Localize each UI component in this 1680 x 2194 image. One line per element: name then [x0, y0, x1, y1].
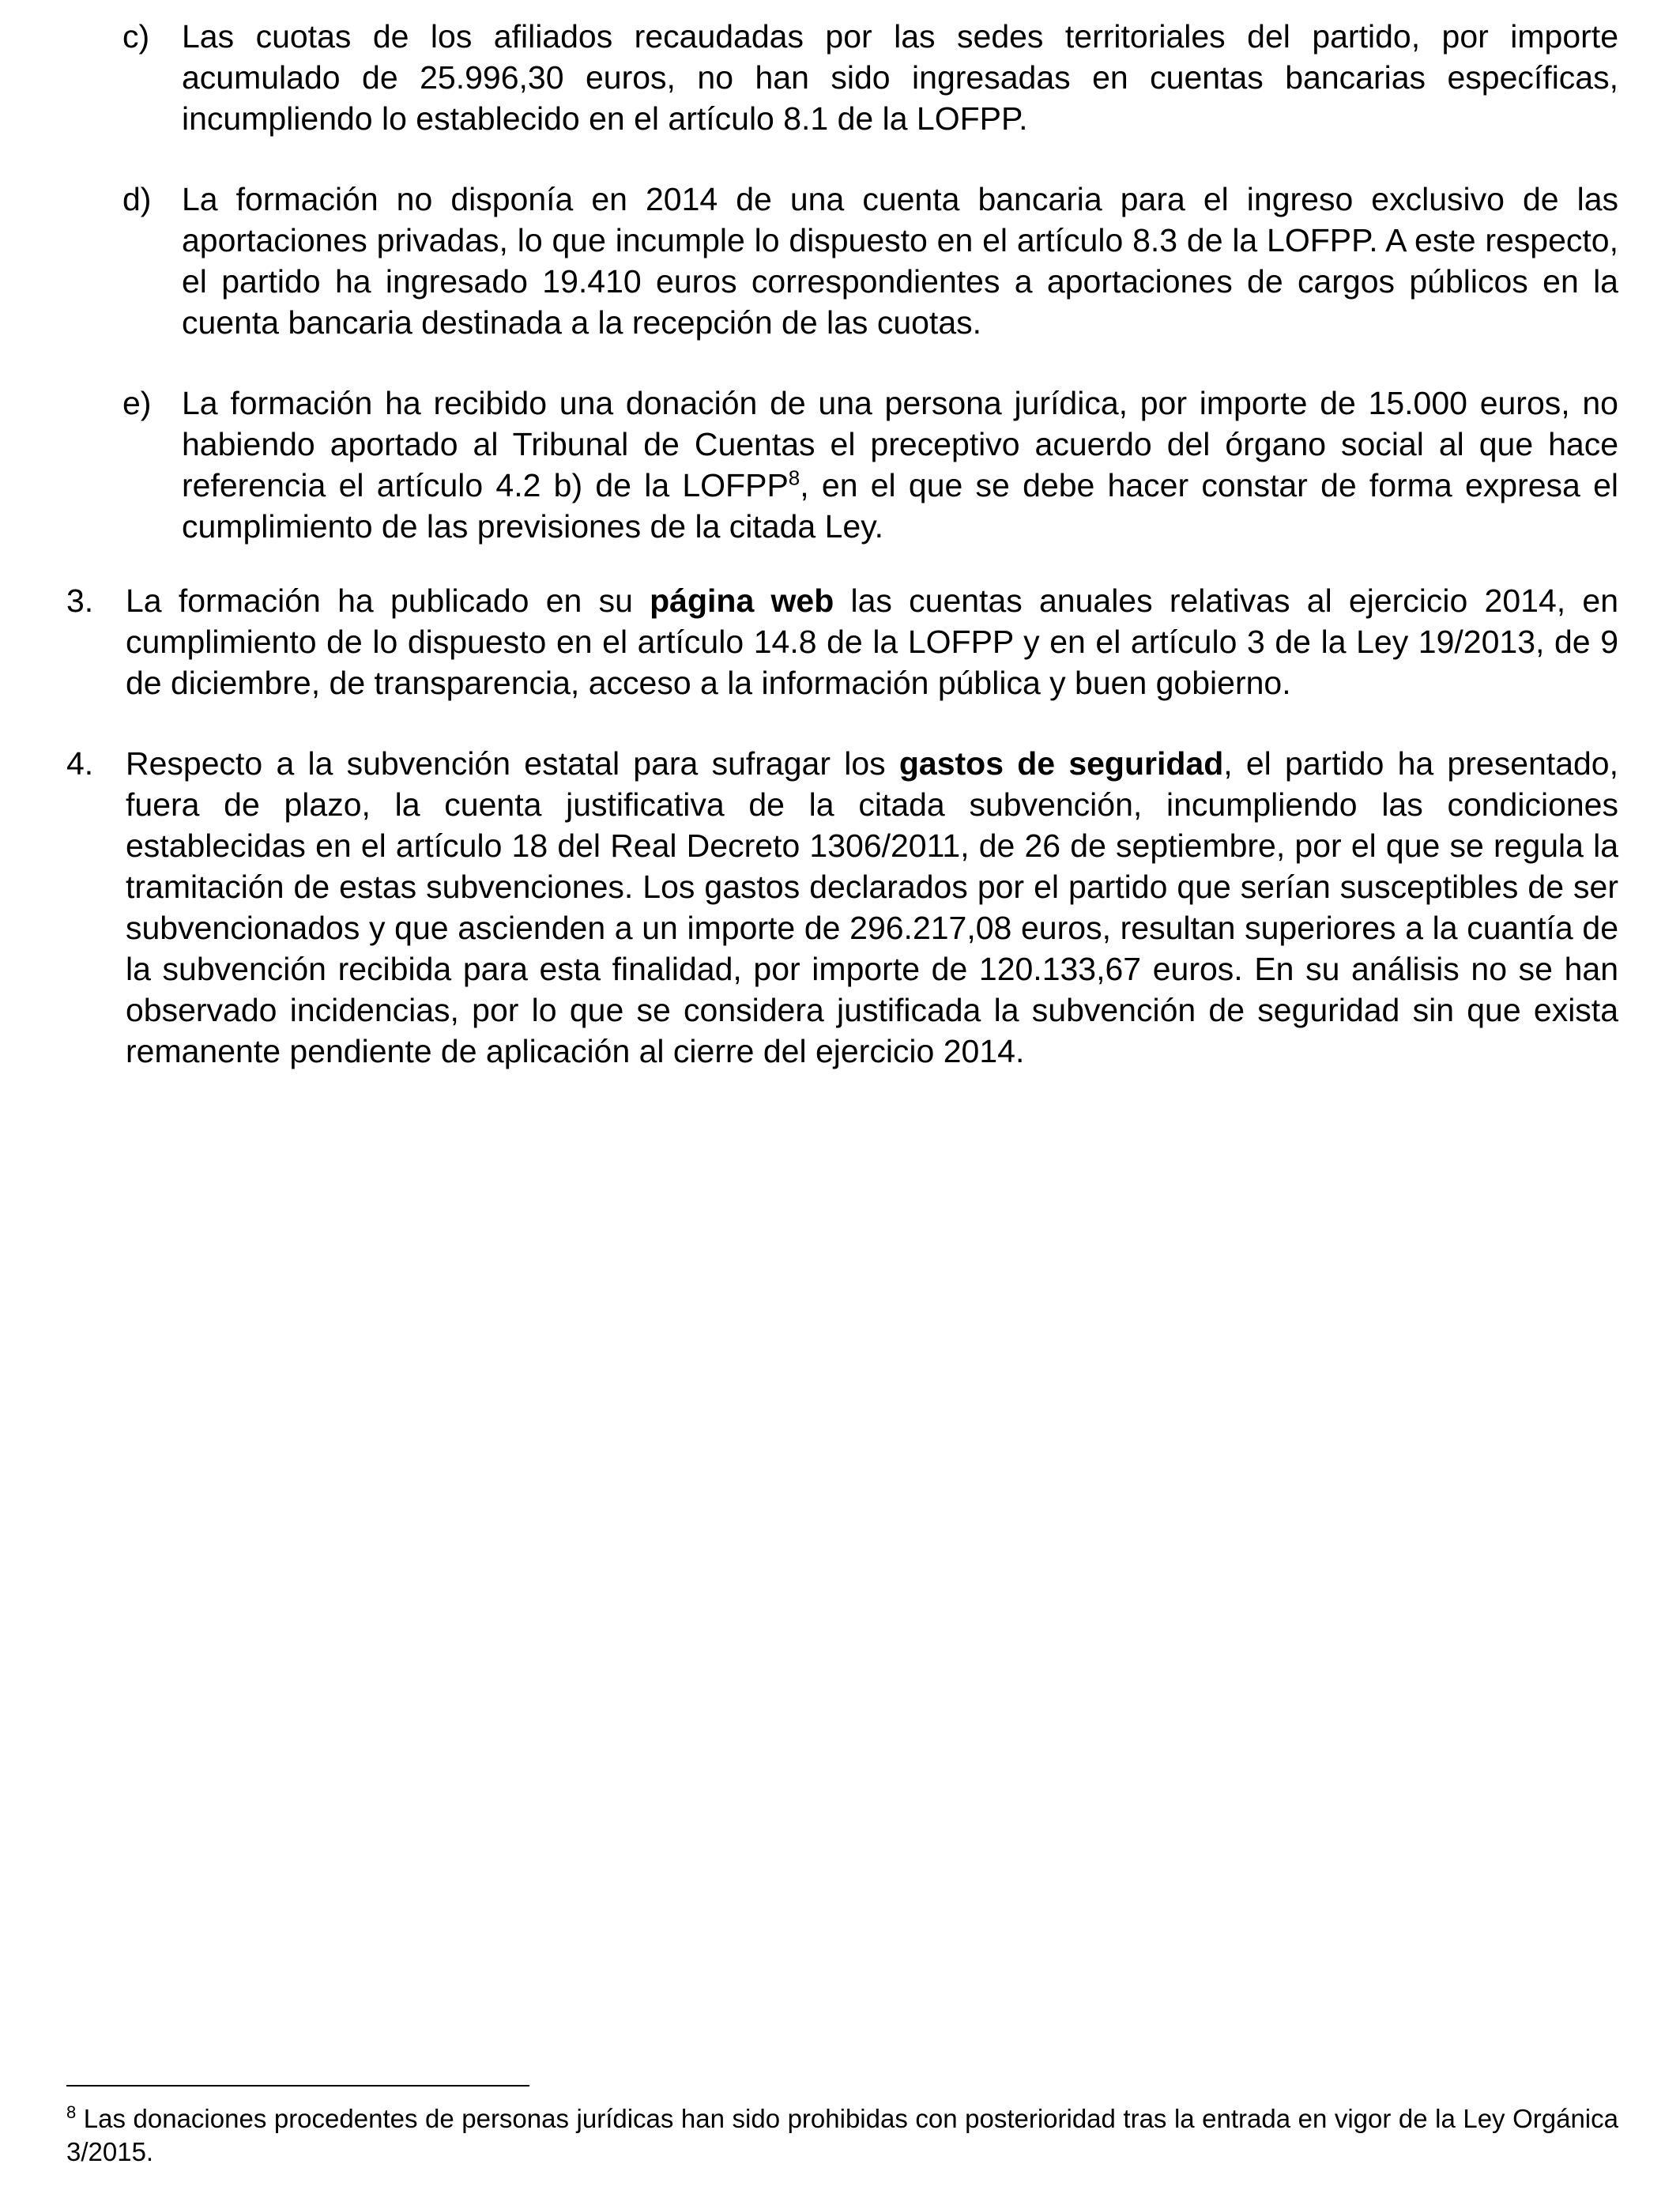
footnote-text: Las donaciones procedentes de personas jurídicas han sido prohibidas con posterioridad tras la entrada en vigor de la Ley Orgánica 3/2015.	[66, 2104, 1618, 2166]
text-segment: , en el que se debe hacer constar de forma expresa el cumplimiento de las previsiones de la citada Ley.	[182, 467, 1618, 545]
bold-term: página web	[650, 582, 834, 619]
list-marker: 4.	[66, 745, 94, 782]
text-segment: , el partido ha presentado, fuera de plazo, la cuenta justificativa de la citada subvención, incumpliendo las condiciones establecidas en el artículo 18 del Real Decreto 1306/2011, de 26 de septiembre, por el que se regula la tramitación de estas subvenciones. Los gastos declarados por el partido que serían susceptibles de ser subvencionados y que ascienden a un importe de 296.217,08 euros, resultan superiores a la cuantía de la subvención recibida para esta finalidad, por importe de 120.133,67 euros. En su análisis no se han observado incidencias, por lo que se considera justificada la subvención de seguridad sin que exista remanente pendiente de aplicación al cierre del ejercicio 2014.	[126, 745, 1618, 1069]
list-marker: e)	[122, 385, 152, 421]
list-marker: 3.	[66, 582, 94, 619]
list-item-c	[122, 16, 1618, 139]
list-item-text: Las cuotas de los afiliados recaudadas por las sedes territoriales del partido, por importe acumulado de 25.996,30 euros, no han sido ingresadas en cuentas bancarias específicas, incumpliendo lo establecido en el artículo 8.1 de la LOFPP.	[182, 18, 1618, 137]
text-segment: La formación ha recibido una donación de una persona jurídica, por importe de 15.000 euros, no habiendo aportado al Tribunal de Cuentas el preceptivo acuerdo del órgano social al que hace referencia el artículo 4.2 b) de la LOFPP	[182, 385, 1618, 503]
text-segment: La formación ha publicado en su	[126, 582, 650, 619]
bold-term: gastos de seguridad	[898, 745, 1224, 782]
list-item-3	[66, 580, 1618, 703]
list-item-text: La formación no disponía en 2014 de una cuenta bancaria para el ingreso exclusivo de las aportaciones privadas, lo que incumple lo dispuesto en el artículo 8.3 de la LOFPP. A este respecto, el partido ha ingresado 19.410 euros correspondientes a aportaciones de cargos públicos en la cuenta bancaria destinada a la recepción de las cuotas.	[182, 181, 1618, 341]
list-item-d	[122, 179, 1618, 343]
footnote-reference[interactable]: 8	[788, 466, 800, 490]
footnote-number: 8	[66, 2102, 77, 2122]
footnote	[66, 2102, 1618, 2169]
list-item-text	[126, 580, 1618, 703]
list-marker: c)	[122, 18, 150, 55]
list-item-text	[126, 743, 1618, 1072]
list-item-4	[66, 743, 1618, 1072]
footnote-divider	[66, 2085, 529, 2087]
text-segment: las cuentas anuales relativas al ejercicio 2014, en cumplimiento de lo dispuesto en el artículo 14.8 de la LOFPP y en el artículo 3 de la Ley 19/2013, de 9 de diciembre, de transparencia, acceso a la información pública y buen gobierno.	[126, 582, 1618, 701]
text-segment: Respecto a la subvención estatal para sufragar los	[126, 745, 899, 782]
list-item-text	[182, 383, 1618, 547]
list-item-e	[122, 383, 1618, 547]
sub-item-list	[122, 16, 1618, 586]
list-marker: d)	[122, 181, 152, 217]
main-item-list	[66, 580, 1618, 1111]
